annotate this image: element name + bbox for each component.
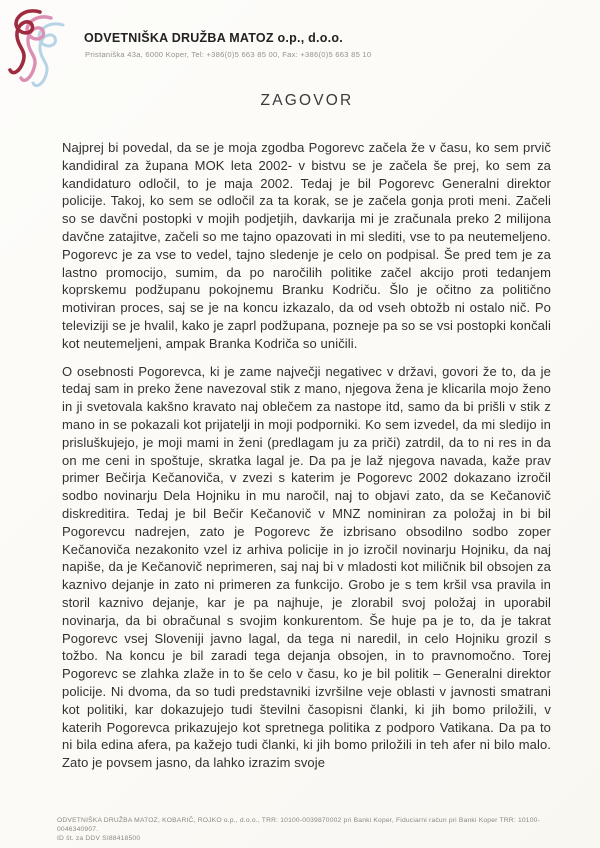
footer-vat-line: ID št. za DDV SI88418500	[57, 835, 141, 843]
body-paragraph-2: O osebnosti Pogorevca, ki je zame največji negativec v državi, govori že to, da je tedaj sam in preko žene navezoval stik z mano, njegova žena je klicarila mojo ženo in ji svetovala kakšno kravato naj oblečem za nastope itd, samo da bi prišli v stik z mano in se pokazali kot prijatelji in moji podporniki. Ko sem izvedel, da mi sledijo in prisluškujejo, je moji mami in ženi (predlagam ju za priči) zatrdil, da to ni res in da on me ceni in spoštuje, skratka lagal je. Da pa je laž njegova navada, kaže prav primer Bečirja Kečanoviča, v zvezi s katerim je Pogorevc 2002 dokazano izročil sodbo novinarju Dela Hojniku in mu naročil, naj to objavi zato, da se Kečanovič diskreditira. Tedaj je bil Bečir Kečanovič v MNZ nominiran za položaj in bi bil Pogorevcu nadrejen, zato je Pogorevc že izbrisano obsodilno sodbo zoper Kečanoviča nezakonito vzel iz arhiva policije in jo izročil novinarju Hojniku, da naj napiše, da je Kečanovič neprimeren, saj naj bi v mladosti kot miličnik bil obsojen za kaznivo dejanje in zato ni primeren za funkcijo. Grobo je s tem kršil vsa pravila in storil kaznivo dejanje, kar je pa najhuje, je zlorabil svoj položaj in uporabil novinarja, da bi obračunal s svojim konkurentom. Še huje pa je to, da je takrat Pogorevc vsej Sloveniji javno lagal, da tega ni naredil, in celo Hojniku grozil s tožbo. Na koncu je bil zaradi tega dejanja obsojen, in to pravnomočno. Torej Pogorevc se zlahka zlaže in to še celo v času, ko je bil politik – Generalni direktor policije. Ni dvoma, da so tudi predstavniki izvršilne veje oblasti v javnosti smatrani kot politiki, kar dokazujejo tudi številni časopisni članki, ki jih bomo priložili, v katerih Pogorevca prikazujejo kot spretnega politika z podporo Vatikana. Da pa to ni bila edina afera, pa kažejo tudi članki, ki jih bomo priložili in teh afer ni bilo malo. Zato je povsem jasno, da lahko izrazim svoje	[62, 363, 551, 771]
document-body	[62, 139, 551, 772]
logo-stroke-back	[33, 24, 63, 86]
firm-contact-line: Pristaniška 43a, 6000 Koper, Tel: +386(0)5 663 85 00, Fax: +386(0)5 663 85 10	[85, 50, 372, 59]
footer-bank-line: ODVETNIŠKA DRUŽBA MATOZ, KOBARIČ, ROJKO o.p., d.o.o., TRR: 10100-0039870002 pri Banki Koper, Fiduciarni račun pri Banki Koper TRR: 10100-0046340907.	[57, 817, 540, 834]
body-paragraph-1: Najprej bi povedal, da se je moja zgodba Pogorevc začela že v času, ko sem prvič kandidiral za župana MOK leta 2002- v bistvu se je začela še prej, ko sem za kandidaturo odločil, to je maja 2002. Tedaj je bil Pogorevc Generalni direktor policije. Takoj, ko sem se odločil za ta korak, se je začela gonja proti meni. Začeli so se davčni postopki v mojih podjetjih, davkarija mi je zračunala preko 2 milijona davčne zatajitve, začeli so me tajno opazovati in mi slediti, vse to pa neutemeljeno. Pogorevc je za vse to vedel, tajno sledenje je celo on podpisal. Še pred tem je za lastno promocijo, sumim, da po naročilih politike začel akcijo proti tedanjem koprskemu podžupanu pokojnemu Branku Kodriču. Šlo je očitno za politično motiviran proces, saj se je na koncu izkazalo, da od vseh obtožb ni ostalo nič. Po televiziji se je hvalil, kako je zaprl podžupana, pozneje pa so se vsi postopki končali kot neutemeljeni, ampak Branka Kodriča so uničili.	[62, 140, 551, 351]
firm-name: ODVETNIŠKA DRUŽBA MATOZ o.p., d.o.o.	[84, 31, 343, 45]
page-footer	[57, 816, 569, 844]
document-title: ZAGOVOR	[260, 92, 354, 109]
law-firm-logo-icon	[6, 6, 70, 92]
